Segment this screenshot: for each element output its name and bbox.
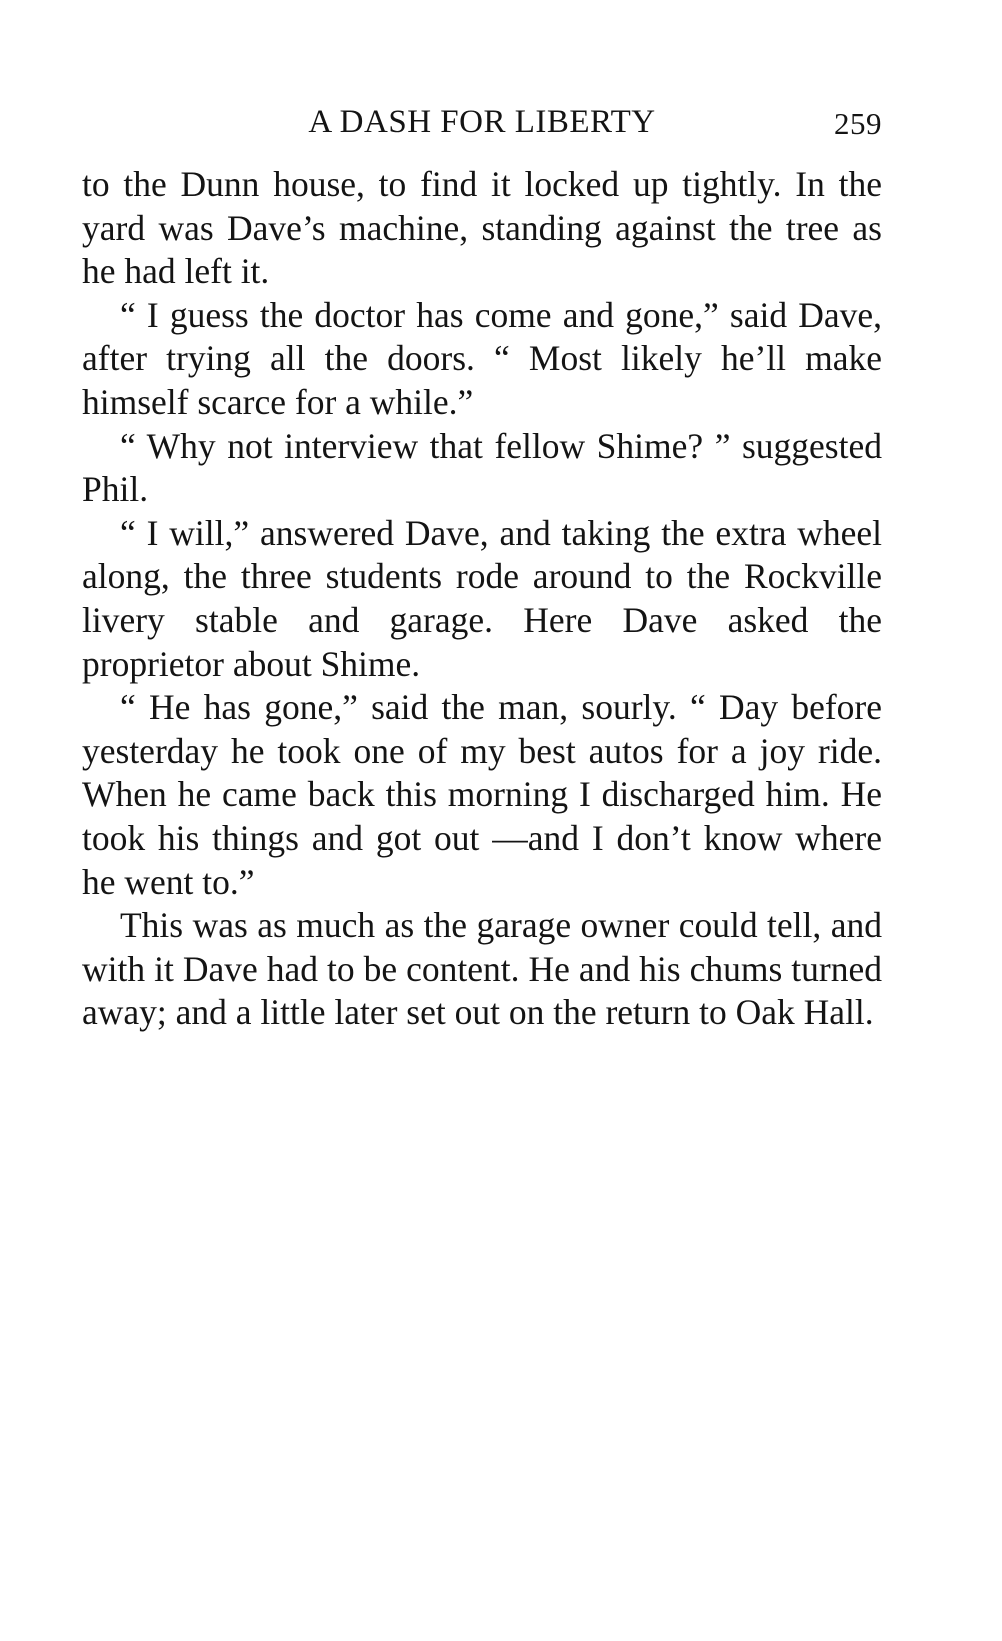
running-title: A DASH FOR LIBERTY — [308, 104, 656, 140]
paragraph: “ I guess the doctor has come and gone,” said Dave, after trying all the doors. “ Most likely he’ll make himself scarce for a while.” — [82, 294, 882, 422]
paragraph: This was as much as the garage owner could tell, and with it Dave had to be content. He and his chums turned away; and a little later set out on the return to Oak Hall. — [82, 905, 882, 1033]
paragraph: “ He has gone,” said the man, sourly. “ Day before yesterday he took one of my best autos for a joy ride. When he came back this morning I discharged him. He took his things and got out —and I don’t know where he went to.” — [82, 687, 882, 902]
paragraph: “ Why not interview that fellow Shime? ” suggested Phil. — [82, 425, 882, 510]
page-number: 259 — [834, 106, 882, 141]
body-text — [82, 163, 882, 1035]
paragraph: “ I will,” answered Dave, and taking the extra wheel along, the three students rode around to the Rockville livery stable and garage. Here Dave asked the proprietor about Shime. — [82, 512, 882, 684]
running-head — [82, 100, 882, 144]
paragraph: to the Dunn house, to find it locked up tightly. In the yard was Dave’s machine, standing against the tree as he had left it. — [82, 164, 882, 292]
